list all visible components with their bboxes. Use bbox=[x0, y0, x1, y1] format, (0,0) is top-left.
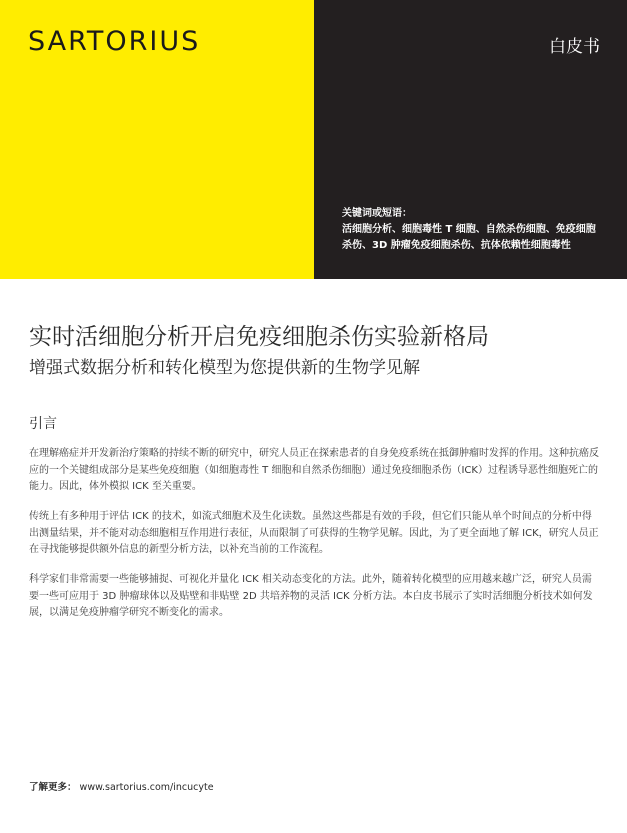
header-yellow-panel bbox=[0, 0, 314, 279]
learn-more-label: 了解更多： bbox=[29, 782, 77, 793]
keywords-title: 关键词或短语： bbox=[342, 208, 412, 219]
section-heading-introduction: 引言 bbox=[29, 416, 57, 432]
keywords-block bbox=[342, 206, 602, 254]
intro-paragraph: 传统上有多种用于评估 ICK 的技术，如流式细胞术及生化读数。虽然这些都是有效的手段，但它们只能从单个时间点的分析中得出测量结果，并不能对动态细胞相互作用进行表征，从而限制了可获得的生物学见解。因此，为了更全面地了解 ICK，研究人员正在寻找能够提供额外信息的新型分析方法，以补充当前的工作流程。 bbox=[29, 511, 599, 555]
page-title: 实时活细胞分析开启免疫细胞杀伤实验新格局 bbox=[29, 324, 489, 350]
sartorius-logo: SARTORIUS bbox=[28, 26, 201, 57]
keywords-list: 活细胞分析、细胞毒性 T 细胞、自然杀伤细胞、免疫细胞杀伤、3D 肿瘤免疫细胞杀伤、抗体依赖性细胞毒性 bbox=[342, 224, 596, 251]
learn-more-link[interactable]: www.sartorius.com/incucyte bbox=[79, 782, 214, 793]
footer-learn-more bbox=[29, 779, 214, 793]
intro-paragraph: 科学家们非常需要一些能够捕捉、可视化并量化 ICK 相关动态变化的方法。此外，随着转化模型的应用越来越广泛，研究人员需要一些可应用于 3D 肿瘤球体以及贴壁和非贴壁 2D 共培养物的灵活 ICK 分析方法。本白皮书展示了实时活细胞分析技术如何发展，以满足免疫肿瘤学研究不断变化的需求。 bbox=[29, 574, 593, 618]
document-type-label: 白皮书 bbox=[549, 37, 600, 57]
header-banner bbox=[0, 0, 627, 279]
intro-paragraph: 在理解癌症并开发新治疗策略的持续不断的研究中，研究人员正在探索患者的自身免疫系统在抵御肿瘤时发挥的作用。这种抗癌反应的一个关键组成部分是某些免疫细胞（如细胞毒性 T 细胞和自然杀伤细胞）通过免疫细胞杀伤（ICK）过程诱导恶性细胞死亡的能力。因此，体外模拟 ICK 至关重要。 bbox=[29, 448, 599, 492]
page-subtitle: 增强式数据分析和转化模型为您提供新的生物学见解 bbox=[29, 358, 420, 378]
